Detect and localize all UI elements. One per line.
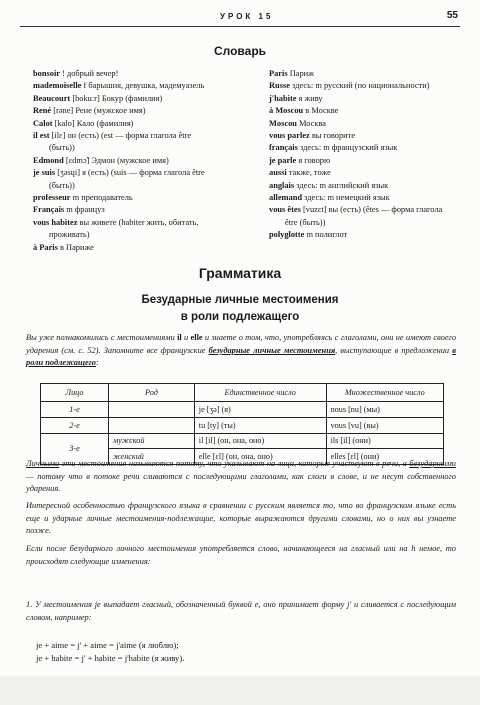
plural-cell: ils [il] (они) [326,433,443,449]
vocab-translation: m француз [66,205,105,215]
vocab-translation: я говорю [298,155,331,165]
vocab-entry [33,229,255,241]
vocabulary-title: Словарь [213,44,267,58]
header-gender: Род [109,384,195,402]
vocab-translation: (быть)) [49,143,75,153]
vocabulary-left-column [33,68,255,254]
plural-cell: nous [nu] (мы) [326,402,443,418]
vocab-translation: Париж [289,69,314,78]
vocab-translation: вы живете (habiter жить, обитать, [79,217,199,227]
vocab-entry [269,229,459,241]
vocab-translation: проживать) [49,230,90,240]
vocab-translation: также, тоже [288,168,331,178]
vocab-entry [269,118,459,130]
vocab-translation: здесь: m немецкий язык [304,193,390,203]
vocab-entry [269,80,459,92]
vocab-translation: я живу [298,93,323,103]
vocab-word: René [33,106,52,116]
vocab-translation: [ilɛ] он (есть) (est — форма глагола être [51,131,192,141]
vocab-word: à Paris [33,242,58,252]
vocab-word: Français [33,205,65,215]
vocab-word: vous habitez [33,217,78,227]
vocab-entry [33,167,255,179]
vocab-word: Paris [269,69,288,78]
vocab-translation: [bokuːr] Бокур (фамилия) [72,93,163,103]
table-row: 3-е мужской il [il] (он, она, оно) ils [il] (они) [41,433,444,449]
vowel-rule-paragraph: Если после безударного личного местоимения употребляется слово, начинающееся на гласный или на h немое, то происходят следующие изменения: [26,544,456,566]
vocab-entry [269,180,459,192]
vocab-translation: m преподаватель [72,193,133,203]
singular-cell: je [ʒə] (я) [194,402,326,418]
vocab-entry [33,142,255,154]
vocab-word: Edmond [33,155,64,165]
vocab-translation: здесь: m английский язык [296,180,389,190]
intro-paragraph: Вы уже познакомились с местоимениями il и elle и знаете о том, что, употребляясь с глаголами, они не имеют своего ударения (см. с. 52). Запомните все французские безударные личные местоимения, выступающие в предложении в роли подлежащего: [26,333,457,368]
table-row: женский elle [ɛl] (он, она, оно) elles [ɛl] (они) [41,449,444,465]
vocab-translation: вы говорите [311,131,356,141]
vocab-translation: [ɛdmɔ̃] Эдмон (мужское имя) [65,155,169,165]
header-plural: Множественное число [326,384,443,402]
vocab-translation: [rəne] Рене (мужское имя) [53,106,146,116]
vocab-entry [33,217,255,229]
singular-cell: il [il] (он, она, оно) [194,433,326,449]
running-header [20,10,460,26]
vocab-entry [33,192,255,204]
singular-cell: tu [ty] (ты) [194,417,326,433]
vocab-entry [269,93,459,105]
explanation-paragraph: Личными эти местоимения называются потому, что указывают на лица, которые участвуют в речи, а безударными — потому что в потоке речи сливаются с последующими глаголами, как слоги в слове, и не несут собственного ударения. [26,459,456,494]
feature-paragraph: Интересной особенностью французского языка в сравнении с русским является то, что во французском языке есть еще и ударные личные местоимения-подлежащие, которые выражаются другими словами, но о них вы узнаете позже. [26,501,456,536]
vocab-translation: (быть)) [49,180,75,190]
vocab-entry [269,105,459,117]
vocab-word: vous parlez [269,131,310,141]
vocab-word: mademoiselle [33,81,82,91]
vocab-entry [269,68,459,80]
singular-cell: elle [ɛl] (он, она, оно) [194,449,326,465]
vocab-word: professeur [33,193,71,203]
vocab-word: allemand [269,193,303,203]
vocab-entry [33,80,255,92]
vocab-word: français [269,143,298,153]
grammar-title: Грамматика [198,265,282,281]
plural-cell: elles [ɛl] (они) [326,449,443,465]
vocab-translation: здесь: m французский язык [299,143,398,153]
vocab-word: Calot [33,118,53,128]
header-rule [20,26,460,27]
table-row: 1-е je [ʒə] (я) nous [nu] (мы) [41,402,444,418]
vocab-word: polyglotte [269,230,305,240]
vocab-entry [269,142,459,154]
vocabulary-right-column [269,68,459,242]
vocab-word: il est [33,131,50,141]
vocab-entry [33,155,255,167]
vocab-translation: Москва [299,118,326,128]
example-formula-1: je + aime = j' + aime = j'aime (я люблю); [36,640,179,650]
vocab-entry [33,130,255,142]
vocab-word: anglais [269,180,295,190]
vocab-entry [269,130,459,142]
vocab-translation: в Москве [305,106,339,116]
vocab-entry [269,192,459,204]
table-row: 2-е tu [ty] (ты) vous [vu] (вы) [41,417,444,433]
vocab-translation: [vuzɛt] вы (есть) (êtes — форма глагола [302,205,443,215]
vocab-word: vous êtes [269,205,301,215]
vocab-translation: f барышня, девушка, мадемуазель [83,81,205,91]
vocab-entry [33,93,255,105]
vocab-entry [269,217,459,229]
vocab-word: bonsoir [33,69,60,78]
header-person: Лицо [41,384,109,402]
vocab-translation: être (быть)) [285,217,326,227]
vocab-translation: [kalo] Кало (фамилия) [54,118,134,128]
vocab-translation: ! добрый вечер! [62,69,119,78]
page-bottom-margin [0,676,480,705]
vocab-entry [269,155,459,167]
pronoun-table [40,383,444,465]
vocab-entry [33,242,255,254]
vocab-translation: в Париже [59,242,94,252]
vocab-word: je parle [269,155,297,165]
vocab-word: Russe [269,81,290,91]
header-singular: Единственное число [194,384,326,402]
vocab-word: à Moscou [269,106,304,116]
vocab-entry [33,105,255,117]
vocab-word: aussi [269,168,287,178]
vocab-entry [269,167,459,179]
vocab-translation: [ʒəsɥi] я (есть) (suis — форма глагола être [57,168,205,178]
page-number: 55 [446,10,458,21]
vocab-entry [269,204,459,216]
vocab-translation: m полиглот [306,230,348,240]
example-formula-2: je + habite = j' + habite = j'habite (я живу). [36,653,185,663]
vocab-entry [33,118,255,130]
vocab-word: Beaucourt [33,93,71,103]
rule-one-paragraph: 1. У местоимения je выпадает гласный, обозначенный буквой e, оно принимает форму j' и сливается с последующим словом, например: [26,600,456,622]
grammar-subtitle-line1: Безударные личные местоимения [141,294,339,306]
plural-cell: vous [vu] (вы) [326,417,443,433]
vocab-entry [33,204,255,216]
lesson-label: УРОК 15 [220,12,274,21]
vocab-word: Moscou [269,118,297,128]
vocab-entry [33,180,255,192]
vocab-entry [33,68,255,80]
vocab-word: je suis [33,168,56,178]
table-header-row [41,384,444,402]
grammar-subtitle-line2: в роли подлежащего [180,311,300,323]
vocab-translation: здесь: m русский (по национальности) [292,81,430,91]
vocab-word: j'habite [269,93,297,103]
